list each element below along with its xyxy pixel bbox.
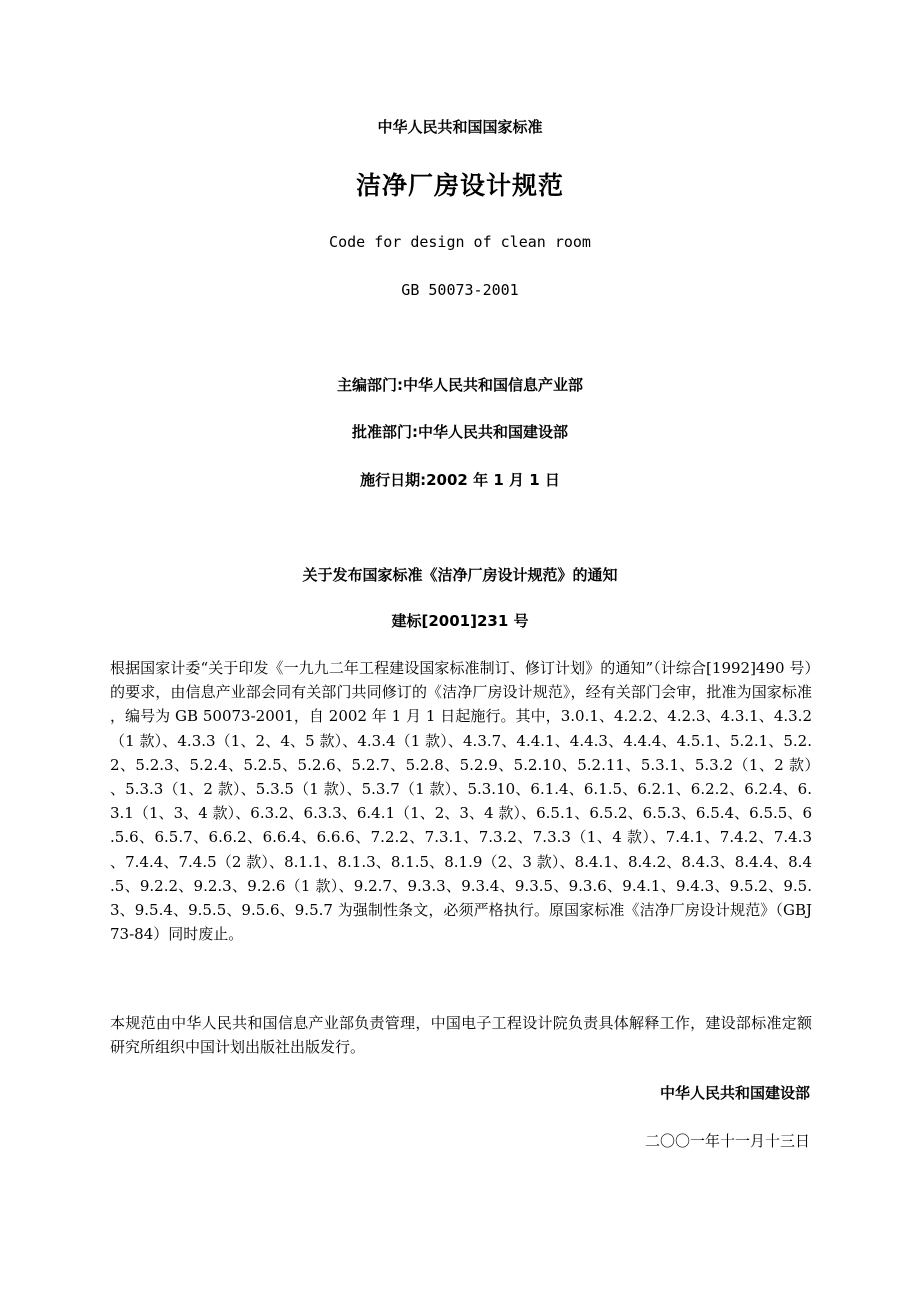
signature-date: 二〇〇一年十一月十三日 bbox=[644, 1132, 810, 1150]
english-title: Code for design of clean room bbox=[329, 233, 591, 251]
notice-paragraph-2: 本规范由中华人民共和国信息产业部负责管理，中国电子工程设计院负责具体解释工作，建设部标准定额研究所组织中国计划出版社出版发行。 bbox=[110, 1014, 812, 1057]
notice-title: 关于发布国家标准《洁净厂房设计规范》的通知 bbox=[302, 566, 618, 584]
effective-date: 施行日期:2002 年 1 月 1 日 bbox=[360, 471, 560, 489]
document-title: 洁净厂房设计规范 bbox=[355, 171, 564, 200]
notice-number: 建标[2001]231 号 bbox=[391, 612, 529, 630]
notice-paragraph-1: 根据国家计委“关于印发《一九九二年工程建设国家标准制订、修订计划》的通知”（计综合[1992]490 号）的要求，由信息产业部会同有关部门共同修订的《洁净厂房设计规范》，经有关部门会审，批准为国家标准，编号为 GB 50073-2001，自 2002 年 1 月 1 日起施行。其中，3.0.1、4.2.2、4.2.3、4.3.1、4.3.2（1 款）、4.3.3（1、2、4、5 款）、4.3.4（1 款）、4.3.7、4.4.1、4.4.3、4.4.4、4.5.1、5.2.1、5.2.2、5.2.3、5.2.4、5.2.5、5.2.6、5.2.7、5.2.8、5.2.9、5.2.10、5.2.11、5.3.1、5.3.2（1、2 款）、5.3.3（1、2 款）、5.3.5（1 款）、5.3.7（1 款）、5.3.10、6.1.4、6.1.5、6.2.1、6.2.2、6.2.4、6.3.1（1、3、4 款）、6.3.2、6.3.3、6.4.1（1、2、3、4 款）、6.5.1、6.5.2、6.5.3、6.5.4、6.5.5、6.5.6、6.5.7、6.6.2、6.6.4、6.6.6、7.2.2、7.3.1、7.3.2、7.3.3（1、4 款）、7.4.1、7.4.2、7.4.3、7.4.4、7.4.5（2 款）、8.1.1、8.1.3、8.1.5、8.1.9（2、3 款）、8.4.1、8.4.2、8.4.3、8.4.4、8.4.5、9.2.2、9.2.3、9.2.6（1 款）、9.2.7、9.3.3、9.3.4、9.3.5、9.3.6、9.4.1、9.4.3、9.5.2、9.5.3、9.5.4、9.5.5、9.5.6、9.5.7 为强制性条文，必须严格执行。原国家标准《洁净厂房设计规范》（GBJ 73-84）同时废止。 bbox=[110, 659, 812, 944]
editor-department: 主编部门:中华人民共和国信息产业部 bbox=[336, 376, 583, 394]
standard-label: 中华人民共和国国家标准 bbox=[377, 118, 543, 136]
approval-department: 批准部门:中华人民共和国建设部 bbox=[351, 423, 568, 441]
standard-code: GB 50073-2001 bbox=[401, 281, 519, 299]
signature-organization: 中华人民共和国建设部 bbox=[659, 1084, 810, 1102]
